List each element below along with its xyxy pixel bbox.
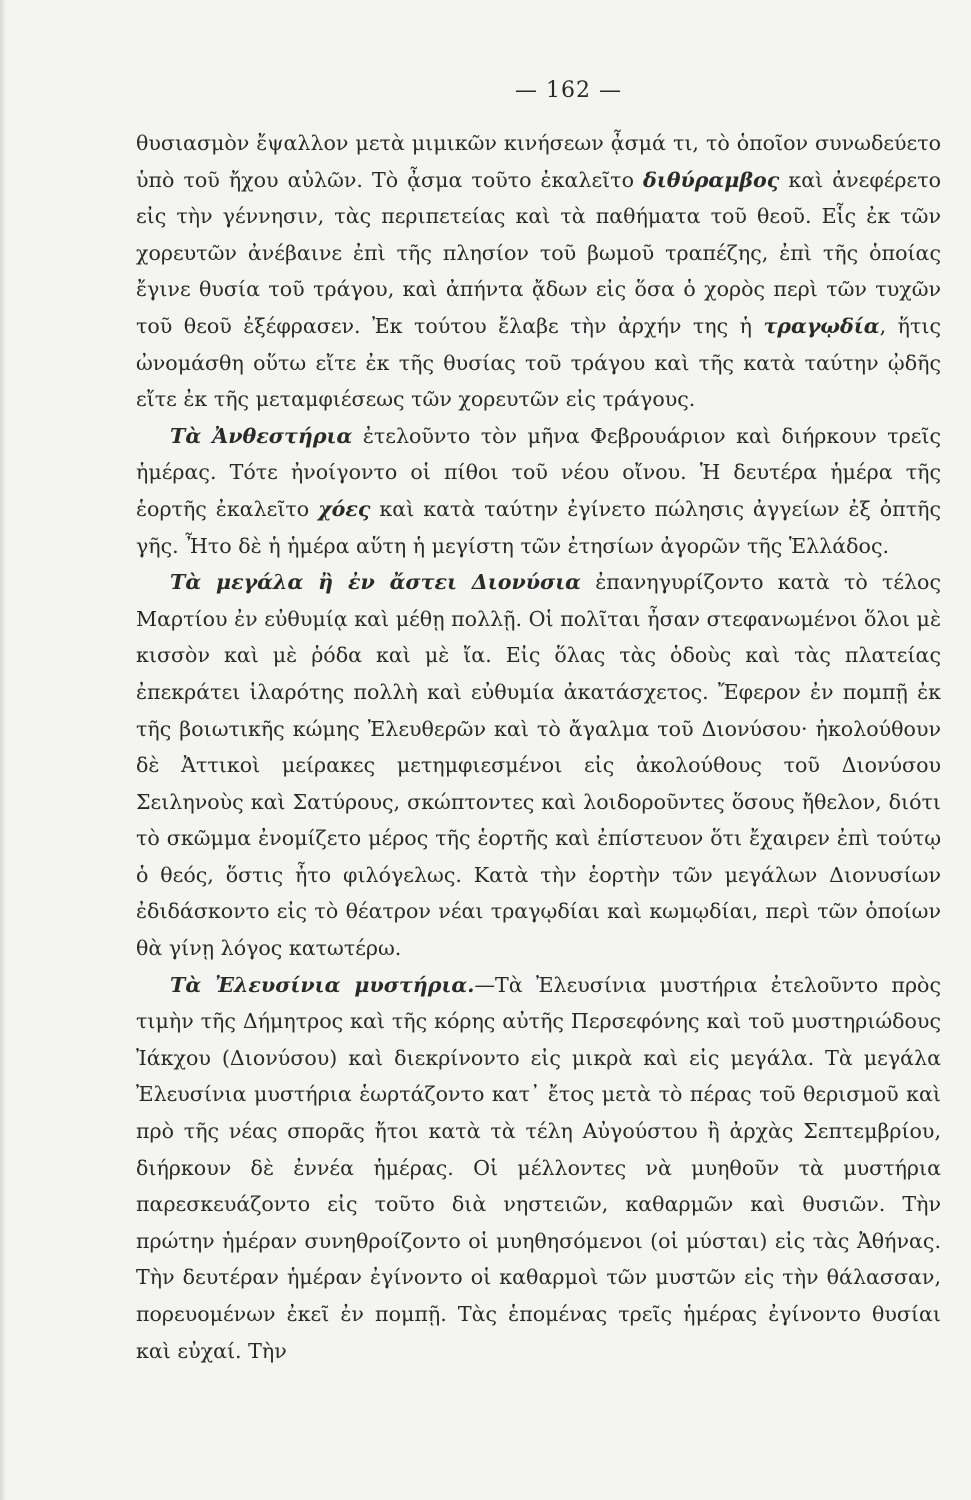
term-tragodia: τραγῳδία xyxy=(763,313,880,338)
paragraph-eleusinia xyxy=(136,967,941,1370)
heading-anthesteria: Τὰ Ἀνθεστήρια xyxy=(170,423,353,448)
paragraph-text: —Τὰ Ἐλευσίνια μυστήρια ἐτελοῦντο πρὸς τιμὴν τῆς Δήμητρος καὶ τῆς κόρης αὐτῆς Περσεφόνης καὶ τοῦ μυστηριώδους Ἰάκχου (Διονύσου) καὶ διεκρίνοντο εἰς μικρὰ καὶ εἰς μεγάλα. Τὰ μεγάλα Ἐλευσίνια μυστήρια ἑωρτάζοντο κατ᾽ ἔτος μετὰ τὸ πέρας τοῦ θερισμοῦ καὶ πρὸ τῆς νέας σπορᾶς ἤτοι κατὰ τὰ τέλη Αὐγούστου ἢ ἀρχὰς Σεπτεμβρίου, διήρκουν δὲ ἐννέα ἡμέρας. Οἱ μέλλοντες νὰ μυηθοῦν τὰ μυστήρια παρεσκευάζοντο εἰς τοῦτο διὰ νηστειῶν, καθαρμῶν καὶ θυσιῶν. Τὴν πρώτην ἡμέραν συνηθροίζοντο οἱ μυηθησόμενοι (οἱ μύσται) εἰς τὰς Ἀθήνας. Τὴν δευτέραν ἡμέραν ἐγίνοντο οἱ καθαρμοὶ τῶν μυστῶν εἰς τὴν θάλασσαν, πορευομένων ἐκεῖ ἐν πομπῇ. Τὰς ἑπομένας τρεῖς ἡμέρας ἐγίνοντο θυσίαι καὶ εὐχαί. Τὴν xyxy=(136,972,941,1363)
paragraph-text: ἐτελοῦντο τὸν μῆνα Φεβρουάριον καὶ διήρκουν τρεῖς ἡμέρας. Τότε ἠνοίγοντο οἱ πίθοι τοῦ νέου οἴνου. Ἡ δευτέρα ἡμέρα τῆς ἑορτῆς ἐκαλεῖτο xyxy=(136,423,941,521)
heading-eleusinia: Τὰ Ἐλευσίνια μυστήρια. xyxy=(170,972,475,997)
term-choes: χόες xyxy=(318,496,371,521)
page-number: — 162 — xyxy=(515,78,622,103)
paragraph-text: , ἥτις ὠνομάσθη οὕτω εἴτε ἐκ τῆς θυσίας τοῦ τράγου καὶ τῆς κατὰ ταύτην ᾠδῆς εἴτε ἐκ τῆς μεταμφιέσεως τῶν χορευτῶν εἰς τράγους. xyxy=(136,313,941,412)
paragraph-dionysia xyxy=(136,564,941,967)
paragraph-dithyramb xyxy=(136,125,941,418)
paragraph-text: θυσιασμὸν ἔψαλλον μετὰ μιμικῶν κινήσεων ᾆσμά τι, τὸ ὁποῖον συνωδεύετο ὑπὸ τοῦ ἤχου αὐλῶν. Τὸ ᾆσμα τοῦτο ἐκαλεῖτο xyxy=(136,131,941,192)
paragraph-text: καὶ ἀνεφέρετο εἰς τὴν γέννησιν, τὰς περιπετείας καὶ τὰ παθήματα τοῦ θεοῦ. Εἷς ἐκ τῶν χορευτῶν ἀνέβαινε ἐπὶ τῆς πλησίον τοῦ βωμοῦ τραπέζης, ἐπὶ τῆς ὁποίας ἔγινε θυσία τοῦ τράγου, καὶ ἀπήντα ᾄδων εἰς ὅσα ὁ χορὸς περὶ τῶν τυχῶν τοῦ θεοῦ ἐξέφρασεν. Ἐκ τούτου ἔλαβε τὴν ἀρχήν της ἡ xyxy=(136,167,941,338)
paragraph-text: καὶ κατὰ ταύτην ἐγίνετο πώλησις ἀγγείων ἐξ ὀπτῆς γῆς. Ἦτο δὲ ἡ ἡμέρα αὕτη ἡ μεγίστη τῶν ἐτησίων ἀγορῶν τῆς Ἑλλάδος. xyxy=(136,496,941,558)
paragraph-text: ἐπανηγυρίζοντο κατὰ τὸ τέλος Μαρτίου ἐν εὐθυμίᾳ καὶ μέθῃ πολλῇ. Οἱ πολῖται ἦσαν στεφανωμένοι ὅλοι μὲ κισσὸν καὶ μὲ ῥόδα καὶ μὲ ἴα. Εἰς ὅλας τὰς ὁδοὺς καὶ τὰς πλατείας ἐπεκράτει ἱλαρότης πολλὴ καὶ εὐθυμία ἀκατάσχετος. Ἔφερον ἐν πομπῇ ἐκ τῆς βοιωτικῆς κώμης Ἐλευθερῶν καὶ τὸ ἄγαλμα τοῦ Διονύσου· ἠκολούθουν δὲ Ἀττικοὶ μείρακες μετημφιεσμένοι εἰς ἀκολούθους τοῦ Διονύσου Σειληνοὺς καὶ Σατύρους, σκώπτοντες καὶ λοιδοροῦντες ὅσους ἤθελον, διότι τὸ σκῶμμα ἐνομίζετο μέρος τῆς ἑορτῆς καὶ ἐπίστευον ὅτι ἔχαιρεν ἐπὶ τούτῳ ὁ θεός, ὅστις ἦτο φιλόγελως. Κατὰ τὴν ἑορτὴν τῶν μεγάλων Διονυσίων ἐδιδάσκοντο εἰς τὸ θέατρον νέαι τραγῳδίαι καὶ κωμῳδίαι, περὶ τῶν ὁποίων θὰ γίνῃ λόγος κατωτέρω. xyxy=(136,570,941,961)
heading-dionysia: Τὰ μεγάλα ἢ ἐν ἄστει Διονύσια xyxy=(170,570,582,595)
term-dithyrambos: διθύραμβος xyxy=(643,167,780,192)
page-spine-shadow xyxy=(0,0,6,1500)
paragraph-anthesteria xyxy=(136,418,941,564)
